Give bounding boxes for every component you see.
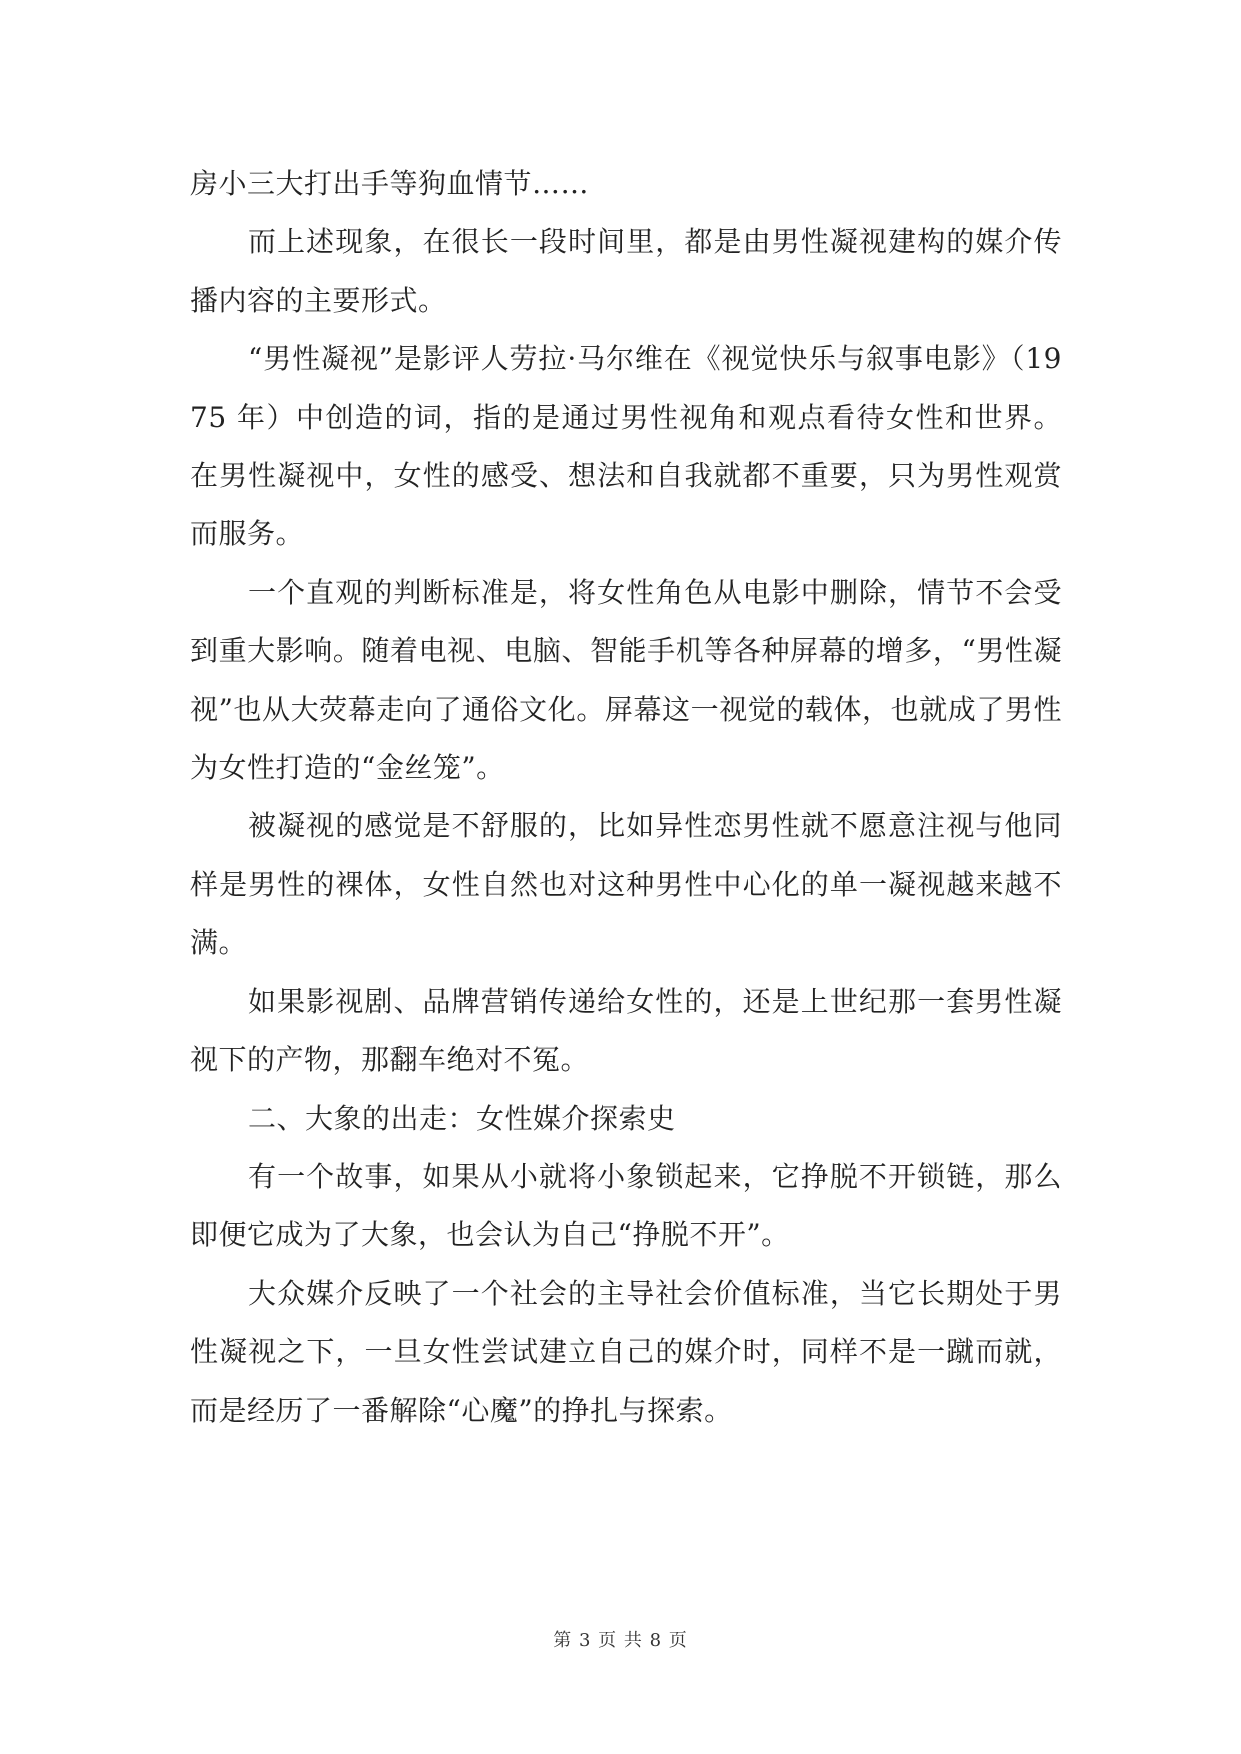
paragraph-6: 如果影视剧、品牌营销传递给女性的，还是上世纪那一套男性凝视下的产物，那翻车绝对不冤。 — [190, 984, 1062, 1077]
page-body — [190, 155, 1062, 1440]
paragraph-1: 房小三大打出手等狗血情节…… — [190, 167, 590, 200]
paragraph-2: 而上述现象，在很长一段时间里，都是由男性凝视建构的媒介传播内容的主要形式。 — [190, 225, 1062, 317]
section-heading: 二、大象的出走：女性媒介探索史 — [248, 1101, 676, 1135]
paragraph-4: 一个直观的判断标准是，将女性角色从电影中删除，情节不会受到重大影响。随着电视、电脑、智能手机等各种屏幕的增多，“男性凝视”也从大荧幕走向了通俗文化。屏幕这一视觉的载体，也就成了男性为女性打造的“金丝笼”。 — [190, 575, 1062, 785]
paragraph-7: 有一个故事，如果从小就将小象锁起来，它挣脱不开锁链，那么即便它成为了大象，也会认为自己“挣脱不开”。 — [190, 1159, 1062, 1252]
paragraph-8: 大众媒介反映了一个社会的主导社会价值标准，当它长期处于男性凝视之下，一旦女性尝试建立自己的媒介时，同样不是一蹴而就，而是经历了一番解除“心魔”的挣扎与探索。 — [190, 1276, 1062, 1427]
paragraph-5: 被凝视的感觉是不舒服的，比如异性恋男性就不愿意注视与他同样是男性的裸体，女性自然也对这种男性中心化的单一凝视越来越不满。 — [190, 809, 1062, 960]
paragraph-3: “男性凝视”是影评人劳拉·马尔维在《视觉快乐与叙事电影》（1975 年）中创造的词，指的是通过男性视角和观点看待女性和世界。在男性凝视中，女性的感受、想法和自我就都不重要，只为男性观赏而服务。 — [190, 342, 1062, 551]
page-footer: 第 3 页 共 8 页 — [553, 1630, 688, 1651]
